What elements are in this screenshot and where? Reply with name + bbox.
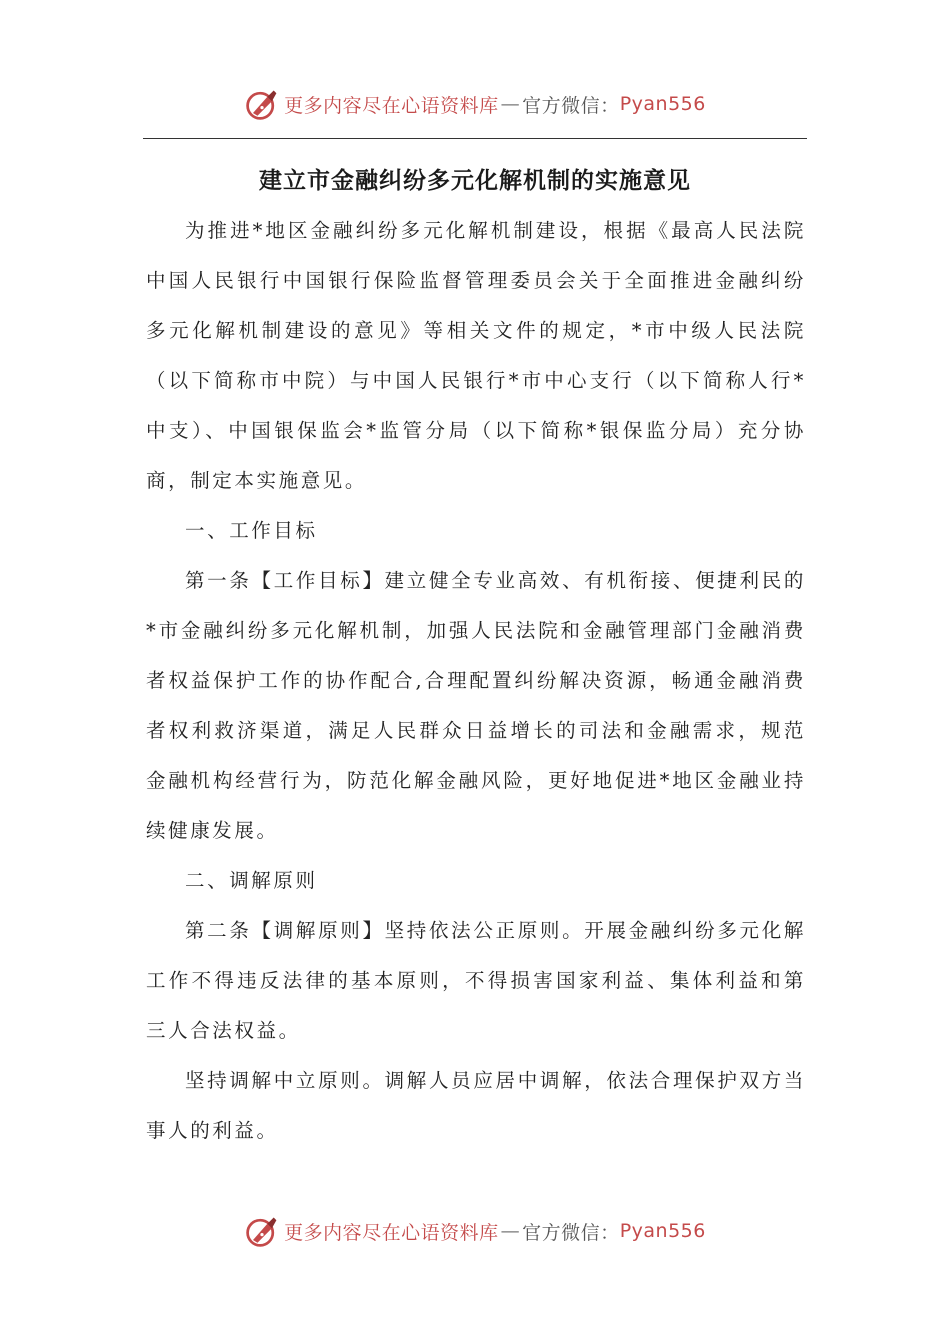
section-heading: 一、工作目标 <box>185 519 318 542</box>
banner-site-text: 更多内容尽在心语资料库 <box>284 94 499 117</box>
banner-site-text: 更多内容尽在心语资料库 <box>284 1221 499 1244</box>
document-title: 建立市金融纠纷多元化解机制的实施意见 <box>259 167 691 194</box>
pen-nib-logo-icon <box>244 1213 280 1249</box>
body-paragraph: 为推进*地区金融纠纷多元化解机制建设，根据《最高人民法院中国人民银行中国银行保险监督管理委员会关于全面推进金融纠纷多元化解机制建设的意见》等相关文件的规定，*市中级人民法院（以下简称市中院）与中国人民银行*市中心支行（以下简称人行*中支）、中国银保监会*监管分局（以下简称*银保监分局）充分协商，制定本实施意见。 <box>146 219 806 492</box>
banner-dash: — <box>500 93 521 115</box>
header-divider <box>143 138 807 139</box>
footer-banner <box>0 1209 950 1253</box>
banner-wechat-label: 官方微信： <box>522 94 620 117</box>
banner-wechat-label: 官方微信： <box>522 1221 620 1244</box>
header-banner <box>0 82 950 126</box>
section-heading: 二、调解原则 <box>185 869 318 892</box>
body-paragraph: 第二条【调解原则】坚持依法公正原则。开展金融纠纷多元化解工作不得违反法律的基本原则，不得损害国家利益、集体利益和第三人合法权益。 <box>146 919 806 1042</box>
body-paragraph: 坚持调解中立原则。调解人员应居中调解，依法合理保护双方当事人的利益。 <box>146 1069 806 1142</box>
pen-nib-logo-icon <box>244 86 280 122</box>
banner-wechat-id: Pyan556 <box>619 93 706 115</box>
document-body <box>146 206 806 1156</box>
banner-wechat-id: Pyan556 <box>619 1220 706 1242</box>
body-paragraph: 第一条【工作目标】建立健全专业高效、有机衔接、便捷利民的*市金融纠纷多元化解机制，加强人民法院和金融管理部门金融消费者权益保护工作的协作配合,合理配置纠纷解决资源，畅通金融消费者权利救济渠道，满足人民群众日益增长的司法和金融需求，规范金融机构经营行为，防范化解金融风险，更好地促进*地区金融业持续健康发展。 <box>146 569 806 842</box>
banner-dash: — <box>500 1220 521 1242</box>
